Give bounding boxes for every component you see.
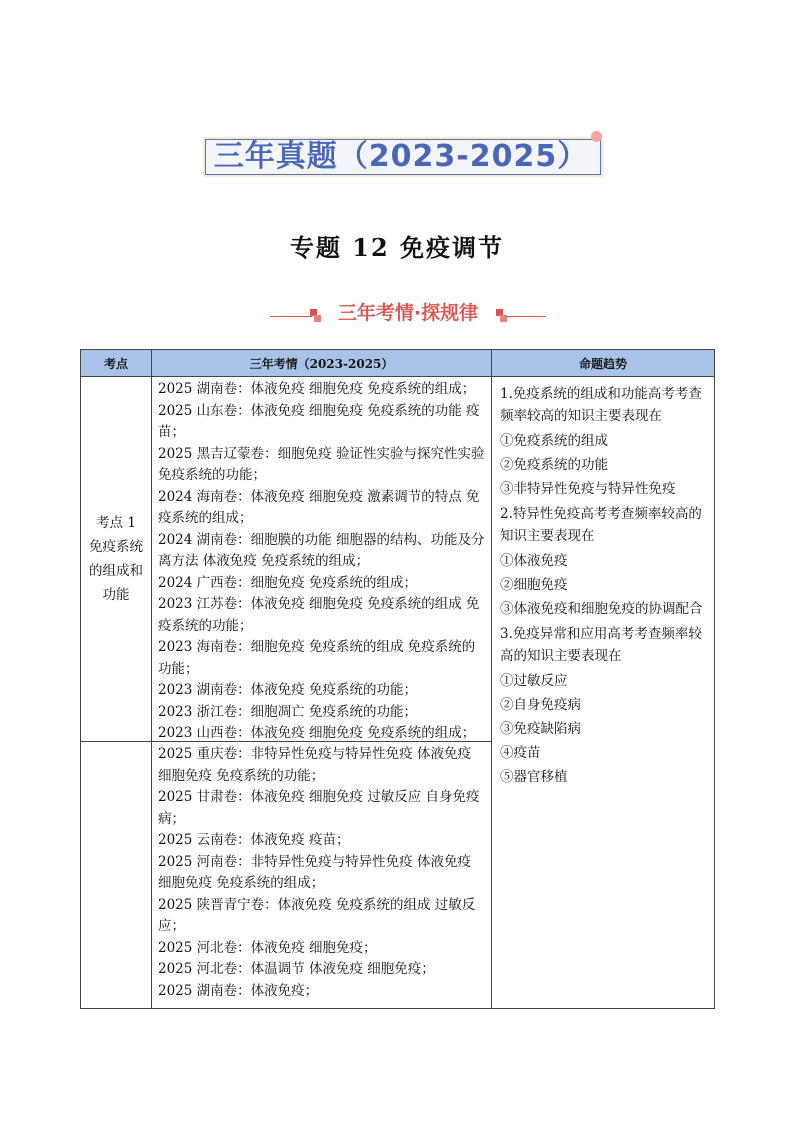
record-item: 2023 湖南卷：体液免疫 免疫系统的功能；	[158, 682, 417, 698]
trend-heading: 3.免疫异常和应用高考考查频率较高的知识主要表现在	[500, 626, 702, 664]
records-list	[152, 742, 491, 1008]
trend-point: ③免疫缺陷病	[500, 721, 581, 737]
kaodian-cell	[81, 377, 152, 742]
trend-point: ①体液免疫	[500, 553, 568, 569]
record-item: 2025 陕晋青宁卷：体液免疫 免疫系统的组成 过敏反应；	[158, 896, 476, 934]
subtitle-left-line	[270, 316, 312, 317]
record-item: 2025 河南卷：非特异性免疫与特异性免疫 体液免疫 细胞免疫 免疫系统的组成；	[158, 853, 471, 891]
trend-point: ①免疫系统的组成	[500, 433, 608, 449]
trend-point: ①过敏反应	[500, 673, 568, 689]
banner-title: 三年真题（2023-2025）	[213, 139, 589, 174]
records-list	[152, 377, 491, 741]
trend-point: ④疫苗	[500, 745, 541, 761]
record-item: 2023 江苏卷：体液免疫 细胞免疫 免疫系统的组成 免疫系统的功能；	[158, 596, 480, 634]
kaodian-label: 功能	[102, 587, 130, 603]
trend-heading: 1.免疫系统的组成和功能高考考查频率较高的知识主要表现在	[500, 386, 702, 424]
record-item: 2023 山西卷：体液免疫 细胞免疫 免疫系统的组成；	[158, 725, 476, 741]
record-item: 2025 重庆卷：非特异性免疫与特异性免疫 体液免疫 细胞免疫 免疫系统的功能；	[158, 746, 471, 784]
trend-point: ③体液免疫和细胞免疫的协调配合	[500, 601, 703, 617]
header-kaoqing: 三年考情（2023-2025）	[152, 350, 492, 377]
record-item: 2025 湖南卷：体液免疫；	[158, 982, 319, 999]
trend-point: ②免疫系统的功能	[500, 457, 608, 473]
topic-title: 专题 12 免疫调节	[289, 233, 505, 262]
table-row	[81, 377, 715, 742]
records-cell	[152, 742, 492, 1009]
kaodian-label: 免疫系统	[89, 539, 143, 555]
trend-cell	[492, 377, 715, 1009]
trend-list	[492, 377, 714, 787]
banner-dot-decoration	[591, 131, 602, 142]
trend-point: ②细胞免疫	[500, 577, 568, 593]
subtitle-right-line	[506, 316, 546, 317]
trend-point: ③非特异性免疫与特异性免疫	[500, 481, 676, 497]
kaodian-cell-empty	[81, 742, 152, 1009]
record-item: 2023 海南卷：细胞免疫 免疫系统的组成 免疫系统的功能；	[158, 639, 476, 677]
header-trend: 命题趋势	[492, 350, 715, 377]
record-item: 2024 海南卷：体液免疫 细胞免疫 激素调节的特点 免疫系统的组成；	[158, 488, 480, 526]
record-item: 2025 河北卷：体液免疫 细胞免疫；	[158, 939, 377, 956]
kaodian-label: 的组成和	[89, 563, 143, 579]
record-item: 2025 云南卷：体液免疫 疫苗；	[158, 832, 350, 848]
banner	[203, 137, 605, 179]
record-item: 2025 甘肃卷：体液免疫 细胞免疫 过敏反应 自身免疫病；	[158, 789, 480, 827]
record-item: 2025 湖南卷：体液免疫 细胞免疫 免疫系统的组成；	[158, 381, 476, 397]
trend-point: ⑤器官移植	[500, 769, 568, 785]
exam-analysis-table	[80, 349, 715, 1009]
record-item: 2025 黑吉辽蒙卷：细胞免疫 验证性实验与探究性实验 免疫系统的功能；	[158, 445, 485, 483]
records-cell	[152, 377, 492, 742]
trend-point: ②自身免疫病	[500, 697, 581, 713]
table-header-row	[81, 350, 715, 377]
subtitle-text: 三年考情·探规律	[337, 302, 479, 324]
record-item: 2025 山东卷：体液免疫 细胞免疫 免疫系统的功能 疫苗；	[158, 402, 480, 440]
kaodian-label: 考点 1	[96, 515, 136, 531]
record-item: 2024 湖南卷：细胞膜的功能 细胞器的结构、功能及分离方法 体液免疫 免疫系统的组成；	[158, 531, 485, 569]
record-item: 2024 广西卷：细胞免疫 免疫系统的组成；	[158, 574, 417, 591]
record-item: 2023 浙江卷：细胞凋亡 免疫系统的功能；	[158, 703, 417, 720]
trend-heading: 2.特异性免疫高考考查频率较高的知识主要表现在	[500, 506, 702, 544]
record-item: 2025 河北卷：体温调节 体液免疫 细胞免疫；	[158, 961, 435, 977]
section-subtitle	[270, 298, 546, 328]
header-kaodian: 考点	[81, 350, 152, 377]
